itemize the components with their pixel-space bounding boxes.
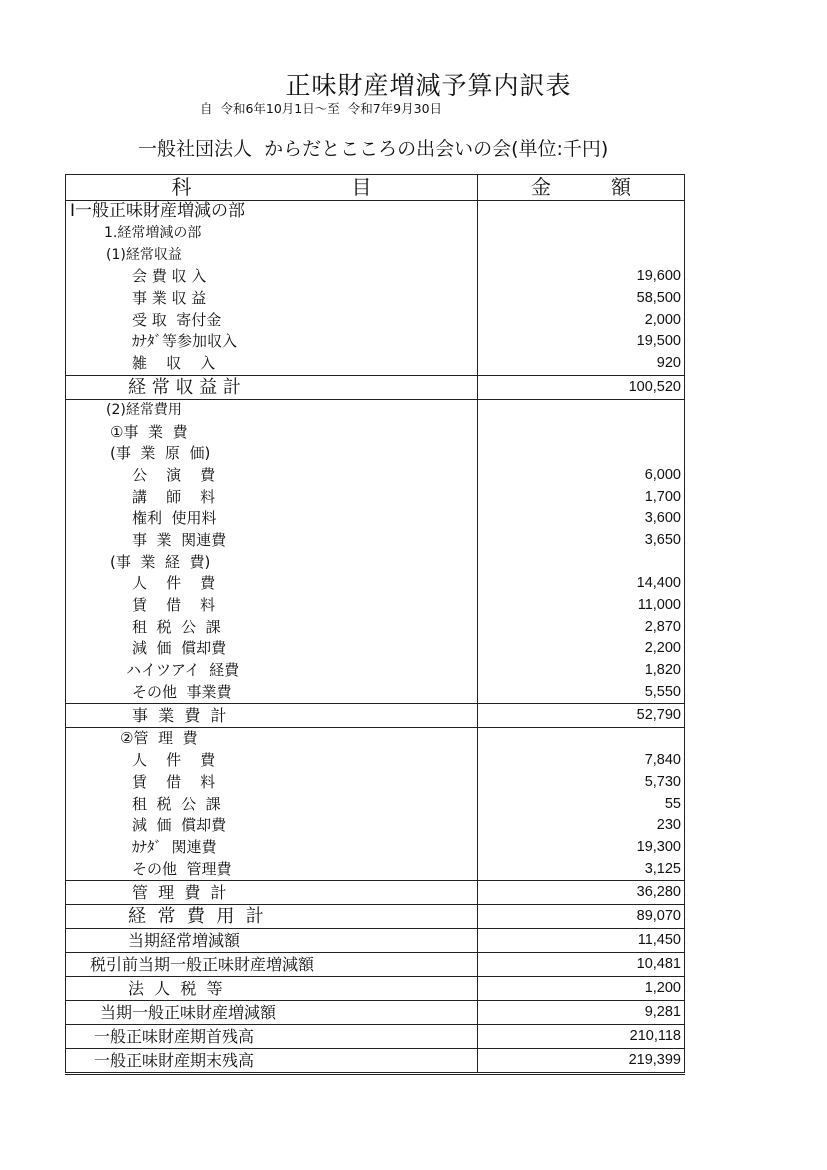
row-amount: 52,790 — [478, 704, 685, 728]
row-amount: 11,450 — [478, 928, 685, 952]
row-label: 公 演 費 — [66, 465, 478, 487]
row-amount — [478, 728, 685, 750]
row-label: ②管 理 費 — [66, 728, 478, 750]
row-label: 受 取 寄付金 — [66, 309, 478, 331]
row-label: (1)経常収益 — [66, 244, 478, 266]
table-row — [66, 353, 685, 375]
row-amount: 1,820 — [478, 660, 685, 682]
row-amount: 1,700 — [478, 486, 685, 508]
row-label: その他 事業費 — [66, 681, 478, 703]
row-amount: 58,500 — [478, 288, 685, 310]
row-amount: 19,500 — [478, 331, 685, 353]
table-row — [66, 530, 685, 552]
row-amount: 55 — [478, 793, 685, 815]
row-label: 経 常 収 益 計 — [66, 375, 478, 399]
row-label: その他 管理費 — [66, 858, 478, 880]
table-row — [66, 793, 685, 815]
row-label: 租 税 公 課 — [66, 793, 478, 815]
row-label: 事 業 費 計 — [66, 704, 478, 728]
table-row — [66, 837, 685, 859]
table-row — [66, 772, 685, 794]
subtotal-row — [66, 928, 685, 952]
budget-table — [65, 174, 685, 1075]
table-row — [66, 508, 685, 530]
table-row — [66, 595, 685, 617]
document-title: 正味財産増減予算内訳表 — [285, 71, 572, 100]
row-amount — [478, 244, 685, 266]
row-label: 当期経常増減額 — [66, 928, 478, 952]
row-amount — [478, 443, 685, 465]
row-amount: 2,000 — [478, 309, 685, 331]
row-amount: 5,730 — [478, 772, 685, 794]
row-amount: 2,870 — [478, 616, 685, 638]
table-row — [66, 815, 685, 837]
row-label: 会 費 収 入 — [66, 266, 478, 288]
row-amount: 219,399 — [478, 1048, 685, 1073]
row-label: 1.経常増減の部 — [66, 223, 478, 245]
subtotal-row — [66, 375, 685, 399]
subtotal-row — [66, 1048, 685, 1073]
subtotal-row — [66, 952, 685, 976]
table-row — [66, 616, 685, 638]
subtotal-row — [66, 1000, 685, 1024]
row-amount: 14,400 — [478, 573, 685, 595]
table-row — [66, 573, 685, 595]
table-row — [66, 201, 685, 223]
row-amount: 19,300 — [478, 837, 685, 859]
table-row — [66, 465, 685, 487]
subtotal-row — [66, 1024, 685, 1048]
row-label: 減 価 償却費 — [66, 815, 478, 837]
row-label: 賃 借 料 — [66, 595, 478, 617]
row-amount: 10,481 — [478, 952, 685, 976]
row-label: ①事 業 費 — [66, 421, 478, 443]
row-amount: 3,600 — [478, 508, 685, 530]
organization-name: 一般社団法人 からだとこころの出会いの会(単位:千円) — [138, 138, 609, 160]
table-row — [66, 486, 685, 508]
table-row — [66, 728, 685, 750]
row-amount: 89,070 — [478, 904, 685, 928]
table-row — [66, 660, 685, 682]
subtotal-row — [66, 904, 685, 928]
row-amount — [478, 201, 685, 223]
row-amount: 3,125 — [478, 858, 685, 880]
subtotal-row — [66, 976, 685, 1000]
row-amount: 920 — [478, 353, 685, 375]
row-amount: 210,118 — [478, 1024, 685, 1048]
row-label: 法 人 税 等 — [66, 976, 478, 1000]
row-label: 事 業 関連費 — [66, 530, 478, 552]
row-amount: 19,600 — [478, 266, 685, 288]
row-label: 人 件 費 — [66, 750, 478, 772]
row-label: 租 税 公 課 — [66, 616, 478, 638]
table-row — [66, 309, 685, 331]
table-row — [66, 750, 685, 772]
row-label: 講 師 料 — [66, 486, 478, 508]
row-amount: 5,550 — [478, 681, 685, 703]
table-header-row — [66, 175, 685, 201]
row-amount: 11,000 — [478, 595, 685, 617]
table-row — [66, 288, 685, 310]
row-label: (2)経常費用 — [66, 399, 478, 421]
table-row — [66, 858, 685, 880]
row-amount: 2,200 — [478, 638, 685, 660]
row-label: (事 業 経 費) — [66, 551, 478, 573]
row-label: ｶﾅﾀﾞ 関連費 — [66, 837, 478, 859]
row-label: (事 業 原 価) — [66, 443, 478, 465]
fiscal-period: 自 令和6年10月1日～至 令和7年9月30日 — [200, 101, 443, 116]
row-amount — [478, 223, 685, 245]
row-label: Ⅰ一般正味財産増減の部 — [66, 201, 478, 223]
row-amount: 1,200 — [478, 976, 685, 1000]
row-label: 減 価 償却費 — [66, 638, 478, 660]
row-label: 一般正味財産期末残高 — [66, 1048, 478, 1073]
row-label: ハイツアイ 経費 — [66, 660, 478, 682]
row-amount: 100,520 — [478, 375, 685, 399]
row-amount — [478, 399, 685, 421]
row-label: 雑 収 入 — [66, 353, 478, 375]
table-row — [66, 681, 685, 703]
row-label: 人 件 費 — [66, 573, 478, 595]
table-row — [66, 443, 685, 465]
row-label: 当期一般正味財産増減額 — [66, 1000, 478, 1024]
row-amount: 230 — [478, 815, 685, 837]
subtotal-row — [66, 880, 685, 904]
row-amount: 3,650 — [478, 530, 685, 552]
table-row — [66, 638, 685, 660]
row-amount: 36,280 — [478, 880, 685, 904]
subtotal-row — [66, 704, 685, 728]
row-label: 事 業 収 益 — [66, 288, 478, 310]
row-label: 経 常 費 用 計 — [66, 904, 478, 928]
row-label: 権利 使用料 — [66, 508, 478, 530]
row-amount: 7,840 — [478, 750, 685, 772]
row-label: 一般正味財産期首残高 — [66, 1024, 478, 1048]
row-amount — [478, 551, 685, 573]
header-amount: 金 額 — [478, 175, 685, 201]
table-row — [66, 223, 685, 245]
table-row — [66, 399, 685, 421]
row-label: 賃 借 料 — [66, 772, 478, 794]
row-label: 税引前当期一般正味財産増減額 — [66, 952, 478, 976]
table-row — [66, 266, 685, 288]
row-amount — [478, 421, 685, 443]
row-label: ｶﾅﾀﾞ等参加収入 — [66, 331, 478, 353]
row-amount: 6,000 — [478, 465, 685, 487]
header-subject: 科 目 — [66, 175, 478, 201]
table-row — [66, 244, 685, 266]
row-amount: 9,281 — [478, 1000, 685, 1024]
table-row — [66, 551, 685, 573]
table-row — [66, 421, 685, 443]
table-row — [66, 331, 685, 353]
row-label: 管 理 費 計 — [66, 880, 478, 904]
